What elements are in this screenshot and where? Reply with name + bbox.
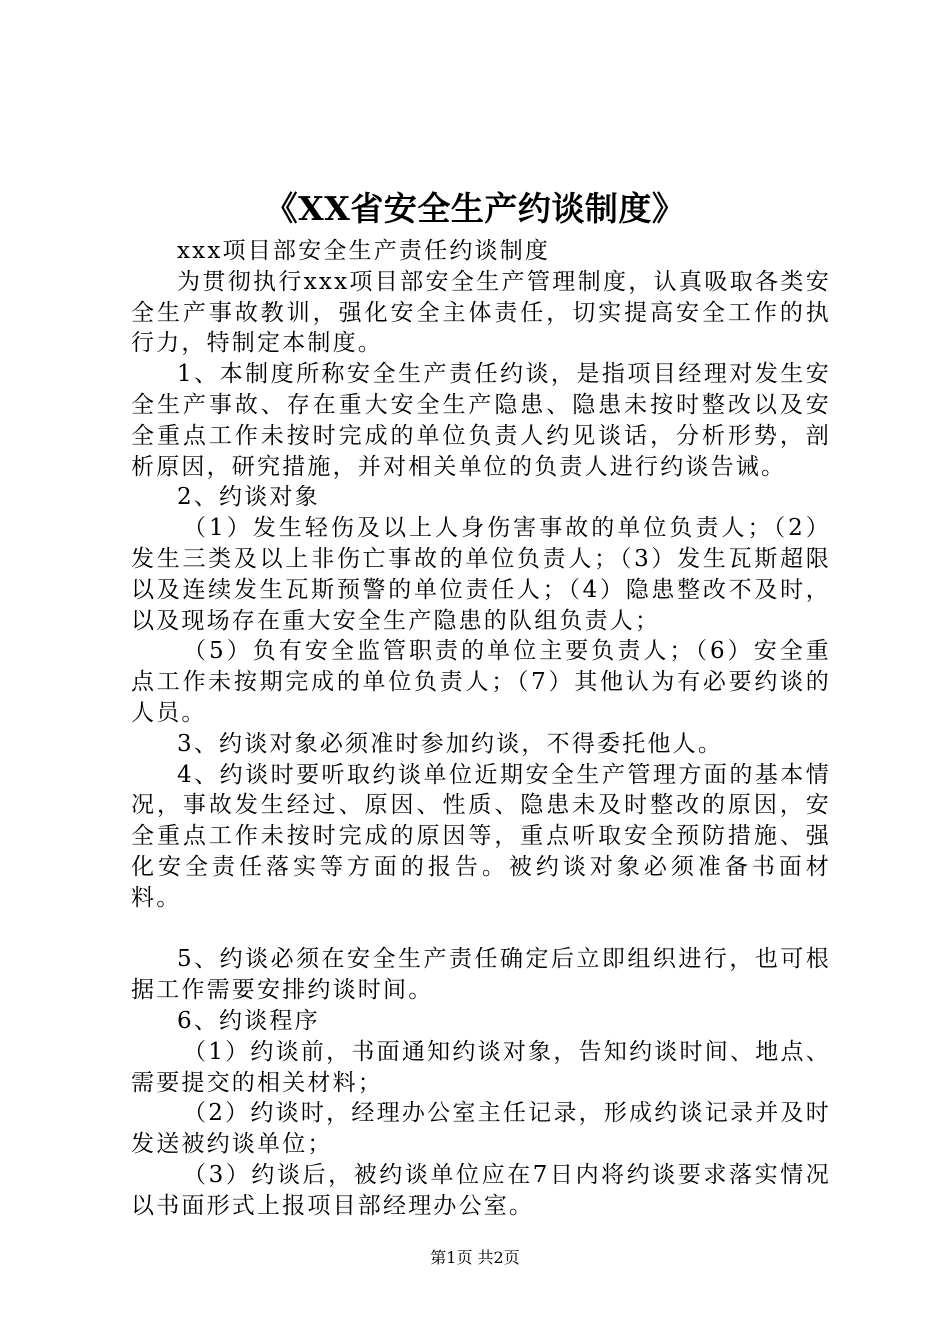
paragraph-article-4: 4、约谈时要听取约谈单位近期安全生产管理方面的基本情况，事故发生经过、原因、性质、隐患未及时整改的原因，安全重点工作未按时完成的原因等，重点听取安全预防措施、强化安全责任落实等方面的报告。被约谈对象必须准备书面材料。	[131, 761, 831, 911]
document-body	[131, 236, 831, 1222]
paragraph-article-5: 5、约谈必须在安全生产责任确定后立即组织进行，也可根据工作需要安排约谈时间。	[131, 946, 831, 1004]
paragraph-preamble: 为贯彻执行xxx项目部安全生产管理制度，认真吸取各类安全生产事故教训，强化安全主体责任，切实提高安全工作的执行力，特制定本制度。	[131, 268, 831, 357]
document-title: 《XX省安全生产约谈制度》	[264, 189, 686, 228]
paragraph-article-6-heading: 6、约谈程序	[177, 1007, 320, 1034]
paragraph-article-2-items-5-7: （5）负有安全监管职责的单位主要负责人；（6）安全重点工作未按期完成的单位负责人；（7）其他认为有必要约谈的人员。	[131, 638, 831, 726]
paragraph-subtitle: xxx项目部安全生产责任约谈制度	[177, 238, 551, 264]
paragraph-article-2-heading: 2、约谈对象	[177, 484, 320, 511]
paragraph-article-2-items-1-4: （1）发生轻伤及以上人身伤害事故的单位负责人；（2）发生三类及以上非伤亡事故的单位负责人；（3）发生瓦斯超限以及连续发生瓦斯预警的单位责任人；（4）隐患整改不及时，以及现场存在重大安全生产隐患的队组负责人；	[131, 515, 831, 634]
paragraph-article-1: 1、本制度所称安全生产责任约谈，是指项目经理对发生安全生产事故、存在重大安全生产隐患、隐患未按时整改以及安全重点工作未按时完成的单位负责人约见谈话，分析形势，剖析原因，研究措施，并对相关单位的负责人进行约谈告诫。	[131, 361, 831, 480]
paragraph-article-6-step-3: （3）约谈后，被约谈单位应在7日内将约谈要求落实情况以书面形式上报项目部经理办公室。	[131, 1161, 831, 1219]
paragraph-article-6-step-2: （2）约谈时，经理办公室主任记录，形成约谈记录并及时发送被约谈单位；	[131, 1100, 831, 1158]
paragraph-spacer	[131, 914, 831, 945]
paragraph-article-3: 3、约谈对象必须准时参加约谈，不得委托他人。	[177, 730, 724, 757]
paragraph-article-6-step-1: （1）约谈前，书面通知约谈对象，告知约谈时间、地点、需要提交的相关材料；	[131, 1038, 831, 1096]
page-footer: 第1页 共2页	[430, 1248, 520, 1267]
